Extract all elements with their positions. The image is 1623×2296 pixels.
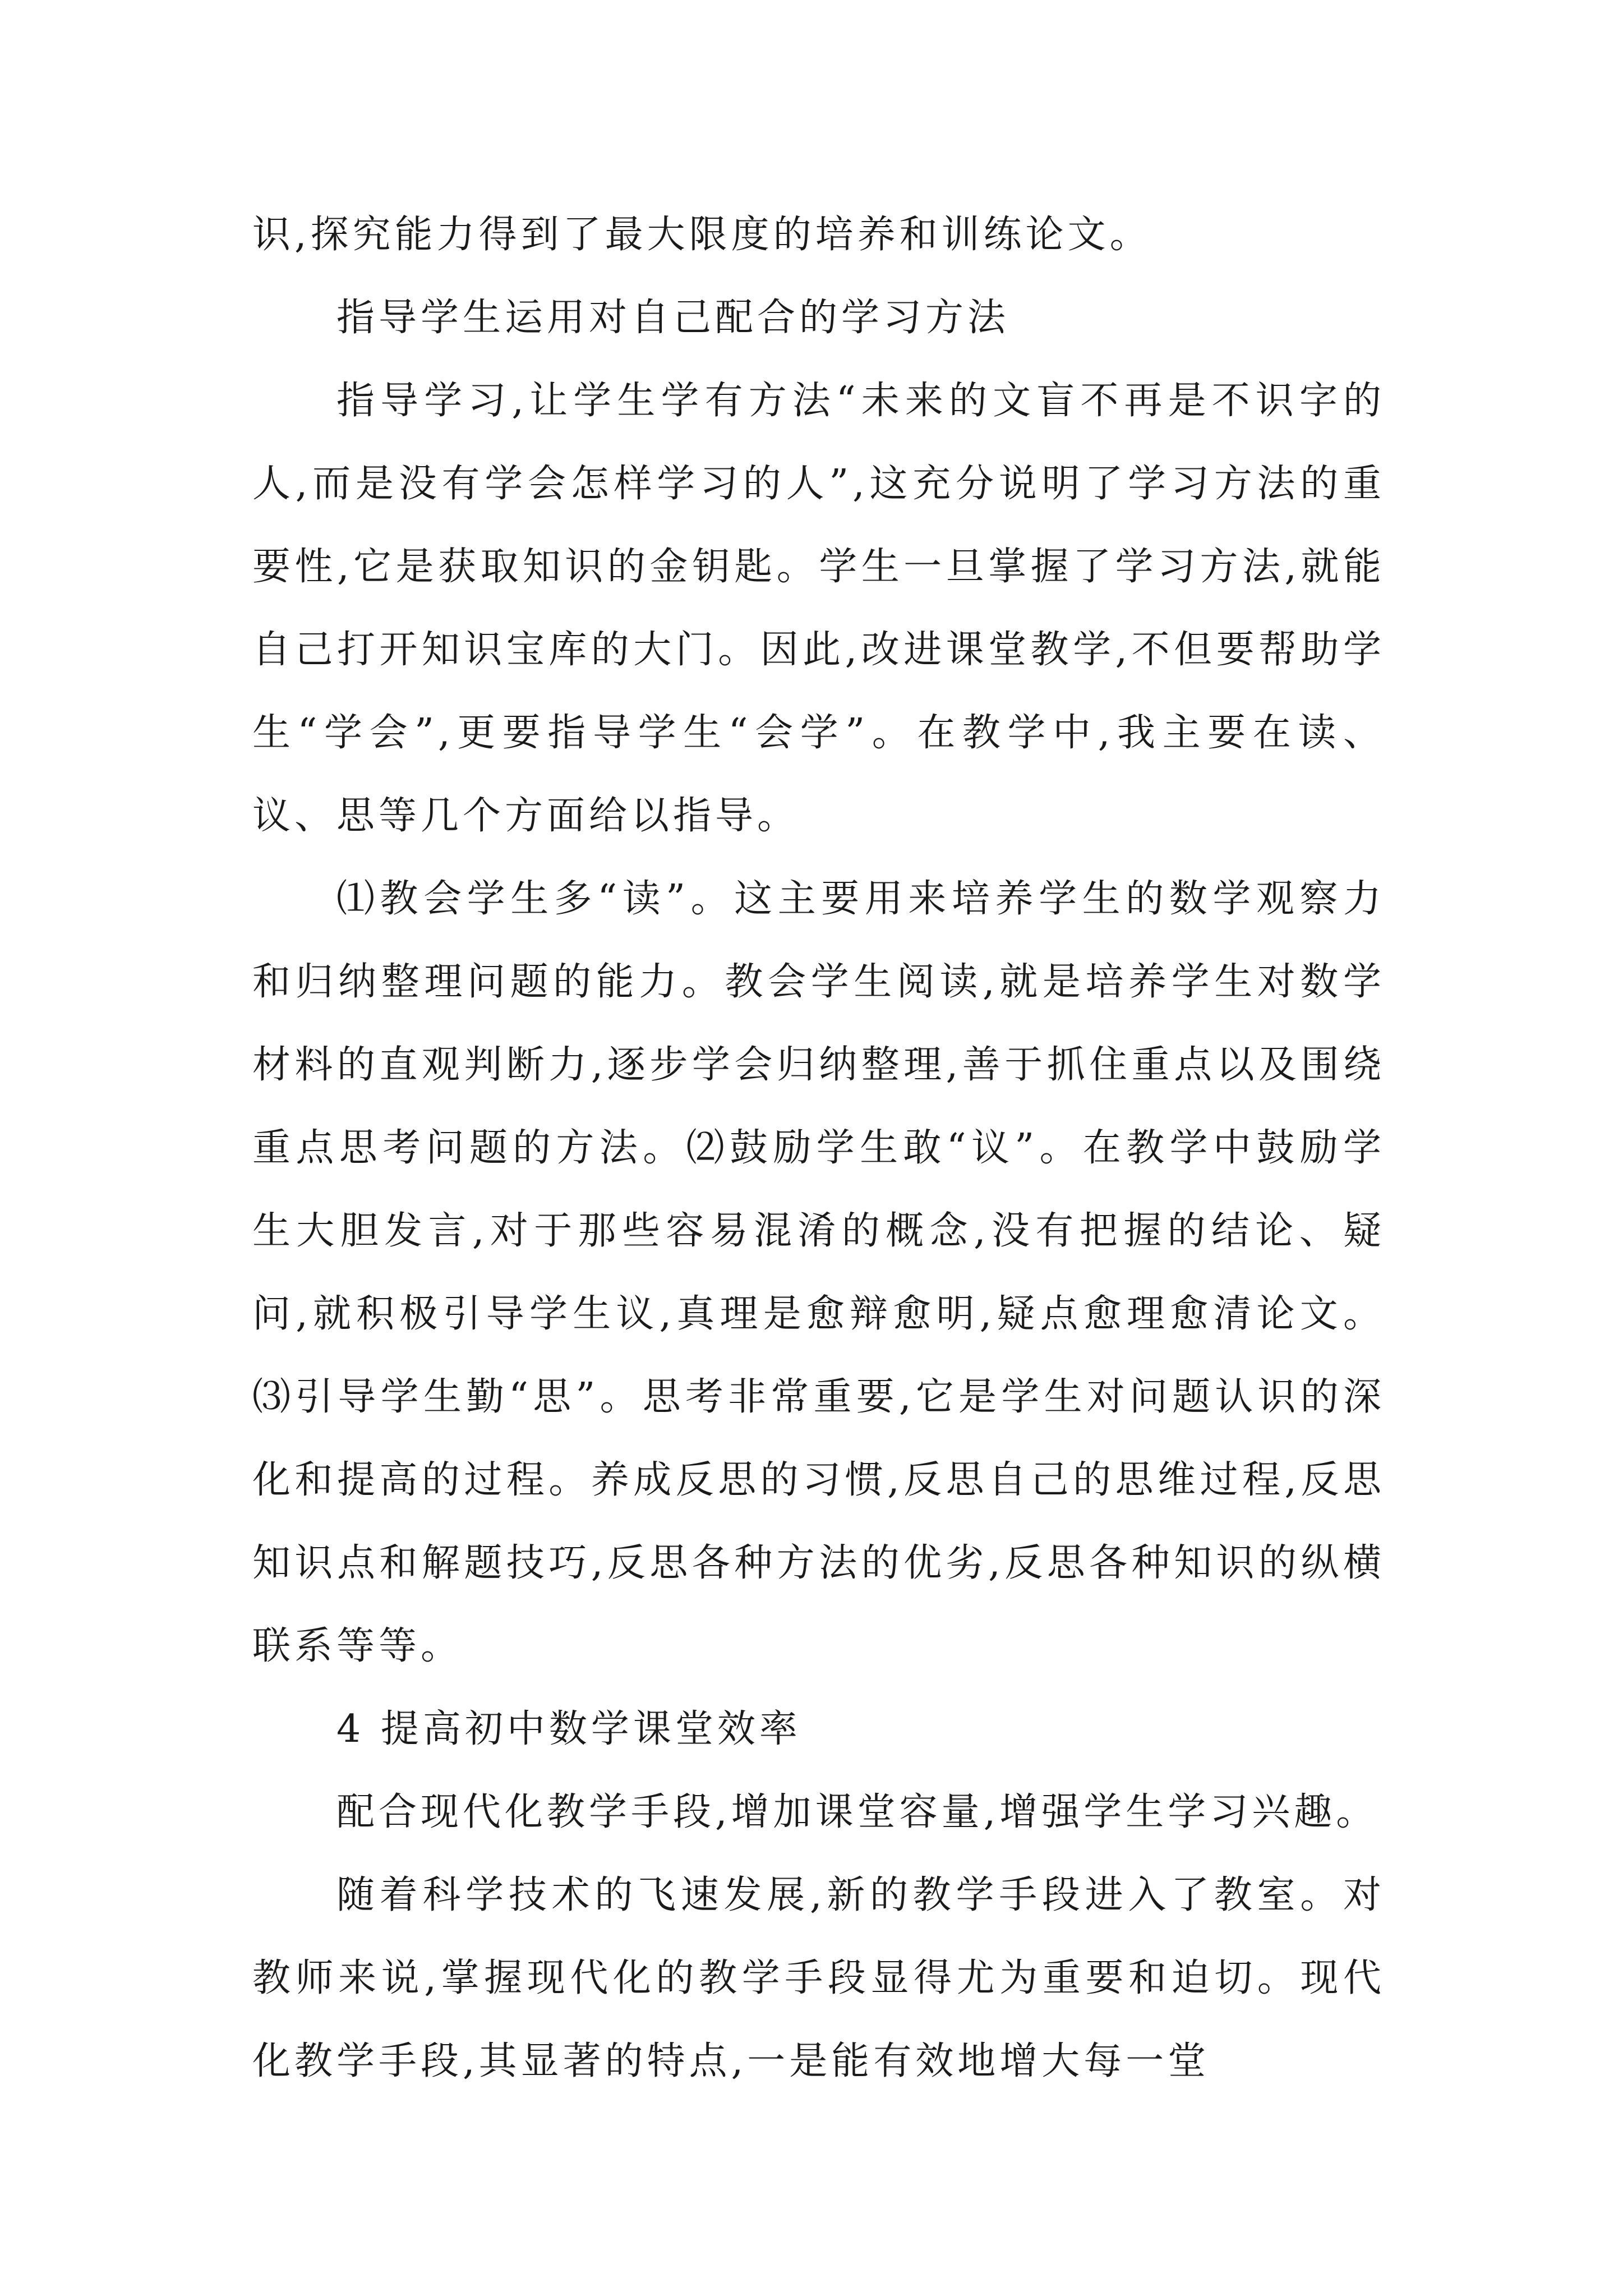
body-paragraph: 指导学习,让学生学有方法“未来的文盲不再是不识字的人,而是没有学会怎样学习的人”,这充分说明了学习方法的重要性,它是获取知识的金钥匙。学生一旦掌握了学习方法,就能自己打开知识宝库的大门。因此,改进课堂教学,不但要帮助学生“学会”,更要指导学生“会学”。在教学中,我主要在读、议、思等几个方面给以指导。 — [252, 379, 1385, 838]
body-paragraph: 配合现代化教学手段,增加课堂容量,增强学生学习兴趣。 — [336, 1790, 1378, 1834]
section-heading: 4 提高初中数学课堂效率 — [336, 1707, 801, 1751]
paragraph-continuation: 识,探究能力得到了最大限度的培养和训练论文。 — [252, 213, 1152, 257]
document-body — [252, 194, 1385, 2103]
body-paragraph: ⑴教会学生多“读”。这主要用来培养学生的数学观察力和归纳整理问题的能力。教会学生阅读,就是培养学生对数学材料的直观判断力,逐步学会归纳整理,善于抓住重点以及围绕重点思考问题的方法。⑵鼓励学生敢“议”。在教学中鼓励学生大胆发言,对于那些容易混淆的概念,没有把握的结论、疑问,就积极引导学生议,真理是愈辩愈明,疑点愈理愈清论文。⑶引导学生勤“思”。思考非常重要,它是学生对问题认识的深化和提高的过程。养成反思的习惯,反思自己的思维过程,反思知识点和解题技巧,反思各种方法的优劣,反思各种知识的纵横联系等等。 — [252, 877, 1385, 1668]
body-paragraph: 随着科学技术的飞速发展,新的教学手段进入了教室。对教师来说,掌握现代化的教学手段显得尤为重要和迫切。现代化教学手段,其显著的特点,一是能有效地增大每一堂 — [252, 1873, 1385, 2083]
section-heading: 指导学生运用对自己配合的学习方法 — [336, 296, 1010, 340]
